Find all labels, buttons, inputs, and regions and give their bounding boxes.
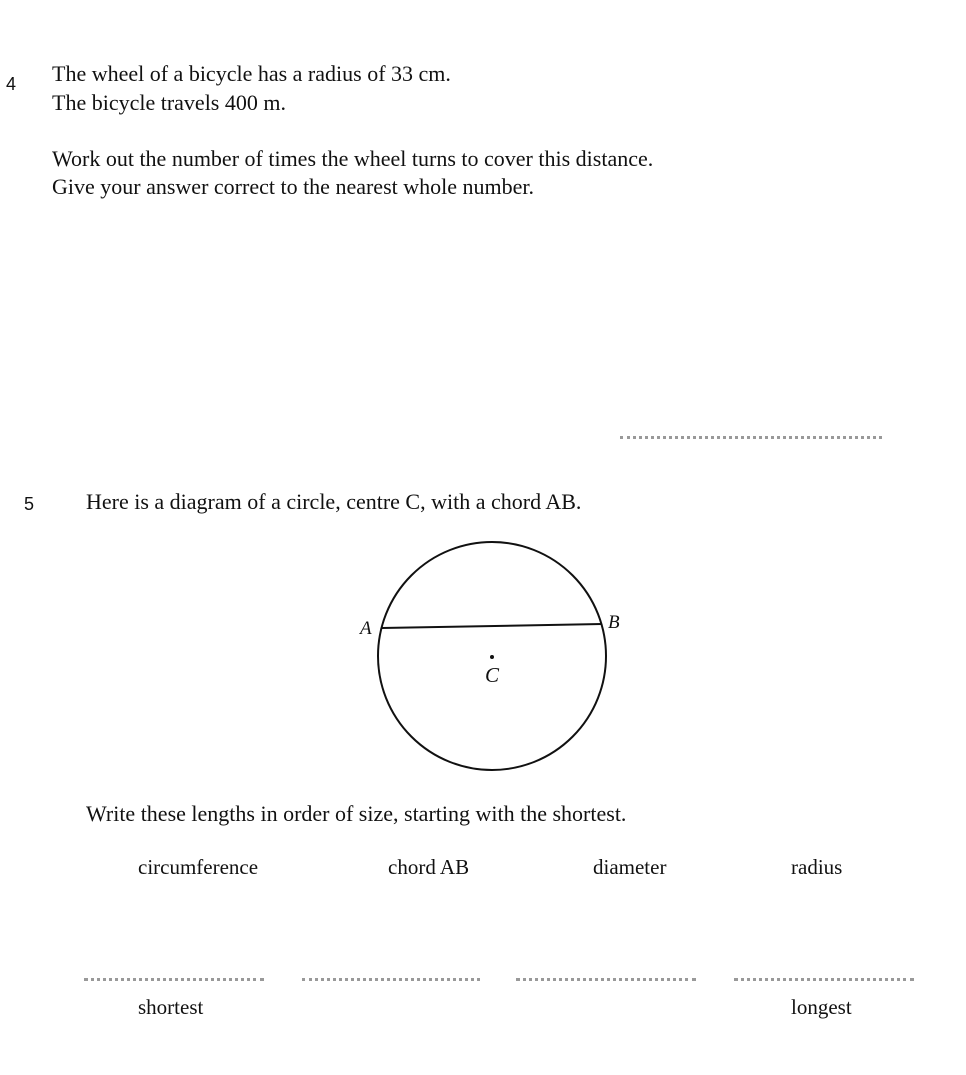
label-c: C — [485, 663, 500, 687]
question-5-number: 5 — [24, 494, 35, 514]
shortest-label: shortest — [138, 995, 204, 1019]
chord-ab — [382, 624, 602, 628]
question-4-line-1: The wheel of a bicycle has a radius of 33 cm. — [52, 61, 451, 86]
answer-line-1[interactable] — [84, 978, 264, 981]
question-5-intro: Here is a diagram of a circle, centre C, with a chord AB. — [86, 489, 582, 514]
word-diameter: diameter — [593, 855, 667, 879]
answer-line-2[interactable] — [302, 978, 480, 981]
word-chord-ab: chord AB — [388, 855, 470, 879]
label-a: A — [360, 618, 372, 639]
answer-line-3[interactable] — [516, 978, 696, 981]
question-5-instruction: Write these lengths in order of size, starting with the shortest. — [86, 801, 627, 826]
centre-point — [490, 655, 494, 659]
longest-label: longest — [791, 995, 852, 1019]
label-b: B — [608, 612, 620, 633]
question-4-number: 4 — [6, 74, 17, 94]
question-4-line-3: Work out the number of times the wheel turns to cover this distance. — [52, 146, 654, 171]
word-radius: radius — [791, 855, 843, 879]
question-4-line-2: The bicycle travels 400 m. — [52, 90, 286, 115]
answer-line-4[interactable] — [734, 978, 914, 981]
question-4-line-4: Give your answer correct to the nearest whole number. — [52, 174, 534, 199]
word-circumference: circumference — [138, 855, 259, 879]
